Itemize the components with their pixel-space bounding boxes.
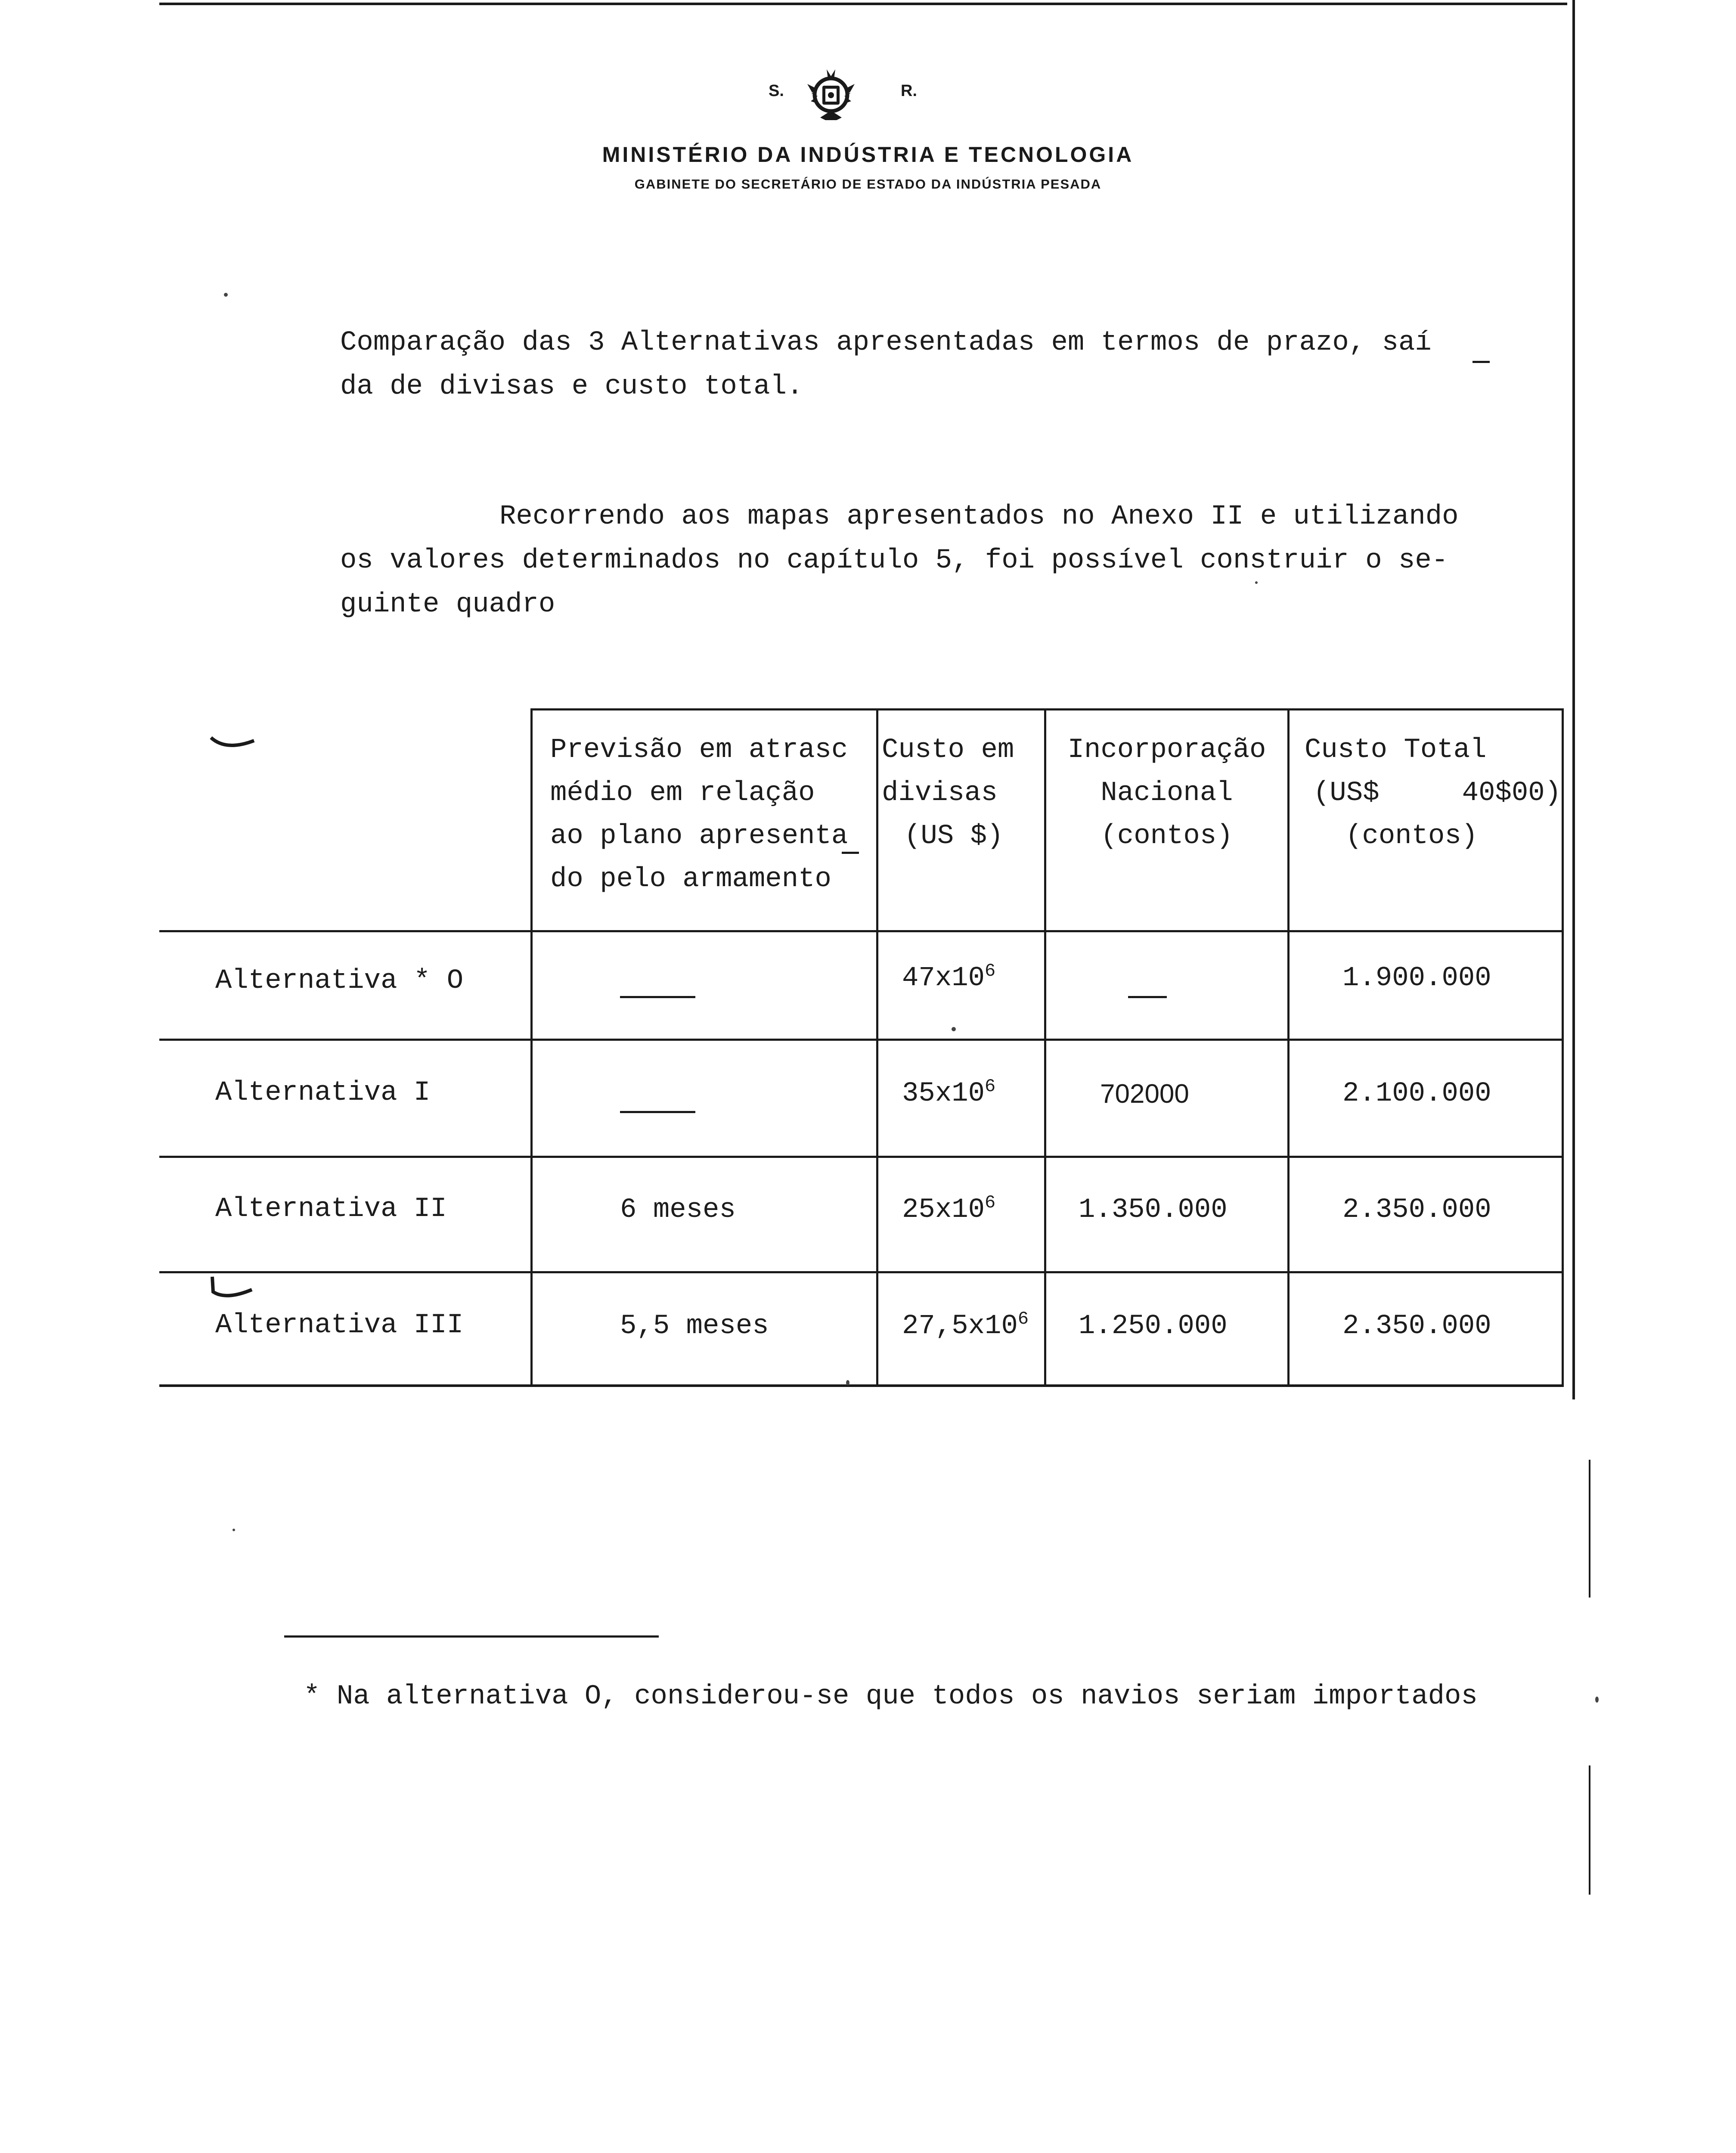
scan-speck xyxy=(952,1027,956,1031)
intro-underline-mark xyxy=(1472,361,1490,363)
row-delay: 5,5 meses xyxy=(620,1311,769,1342)
header-national-line-1: Incorporação xyxy=(1067,735,1266,766)
header-total-line-3: (contos) xyxy=(1345,821,1478,852)
coat-of-arms-icon xyxy=(803,67,859,123)
table-rule xyxy=(159,930,1564,932)
table-col-rule xyxy=(1287,708,1290,1387)
row-delay-dash xyxy=(620,996,695,998)
table-rule xyxy=(159,1156,1564,1158)
footnote-separator xyxy=(284,1635,659,1638)
row-foreign-cost: $35x10^6$ xyxy=(902,1076,996,1109)
header-foreign-line-3: (US $) xyxy=(904,821,1004,852)
paragraph-line-1: Recorrendo aos mapas apresentados no Anexo II e utilizando xyxy=(499,501,1459,532)
check-mark-icon xyxy=(209,734,256,756)
header-delay-line-3: ao plano apresenta xyxy=(550,821,848,852)
row-label: Alternativa I xyxy=(215,1077,431,1108)
check-mark-icon xyxy=(209,1275,256,1305)
header-foreign-line-2: divisas xyxy=(882,778,998,809)
row-total: 2.350.000 xyxy=(1342,1311,1491,1342)
header-total-line-1: Custo Total xyxy=(1305,735,1487,766)
row-national: 702000 xyxy=(1100,1079,1189,1109)
row-foreign-cost: $47x10^6$ xyxy=(902,961,996,994)
page-right-edge-lower xyxy=(1589,1460,1590,1598)
page-right-edge-lower2 xyxy=(1589,1765,1590,1895)
row-national: 1.350.000 xyxy=(1079,1194,1228,1225)
paragraph-line-2: os valores determinados no capítulo 5, foi possível construir o se- xyxy=(340,545,1448,576)
row-foreign-cost: $27,5x10^6$ xyxy=(902,1309,1029,1342)
row-national-dash xyxy=(1128,996,1167,998)
table-col-rule xyxy=(1562,708,1564,1387)
table-rule xyxy=(159,1271,1564,1273)
row-label: Alternativa II xyxy=(215,1194,447,1225)
scan-speck xyxy=(232,1529,235,1531)
paragraph-line-3: guinte quadro xyxy=(340,589,555,620)
page-right-edge xyxy=(1572,0,1575,1399)
header-national-line-2: Nacional xyxy=(1100,778,1233,809)
header-delay-line-1: Previsão em atrasc xyxy=(550,735,848,766)
scan-speck xyxy=(224,293,228,297)
row-delay-dash xyxy=(620,1111,695,1113)
intro-line-1: Comparação das 3 Alternativas apresentadas em termos de prazo, saí xyxy=(340,327,1432,358)
page-top-rule xyxy=(159,3,1567,5)
header-delay-line-2: médio em relação xyxy=(550,778,815,809)
scan-speck xyxy=(846,1380,849,1385)
row-delay: 6 meses xyxy=(620,1194,736,1225)
ministry-title: MINISTÉRIO DA INDÚSTRIA E TECNOLOGIA xyxy=(602,143,1134,167)
header-delay-underline-mark xyxy=(842,852,859,854)
row-total: 2.100.000 xyxy=(1342,1078,1491,1109)
table-bottom-rule xyxy=(159,1384,1564,1387)
header-foreign-line-1: Custo em xyxy=(882,735,1014,766)
letterhead-right-initial: R. xyxy=(901,82,917,100)
office-subtitle: GABINETE DO SECRETÁRIO DE ESTADO DA INDÚSTRIA PESADA xyxy=(634,177,1102,192)
intro-line-2: da de divisas e custo total. xyxy=(340,371,803,402)
table-col-rule xyxy=(530,708,533,1387)
row-total: 2.350.000 xyxy=(1342,1194,1491,1225)
footnote-text: * Na alternativa O, considerou-se que todos os navios seriam importados xyxy=(304,1681,1478,1712)
row-national: 1.250.000 xyxy=(1079,1311,1228,1342)
row-total: 1.900.000 xyxy=(1342,963,1491,994)
row-label: Alternativa III xyxy=(215,1310,464,1341)
row-foreign-cost: $25x10^6$ xyxy=(902,1192,996,1225)
table-header-top-rule xyxy=(530,708,1564,710)
header-national-line-3: (contos) xyxy=(1100,821,1233,852)
row-label: Alternativa * O xyxy=(215,965,464,996)
letterhead-left-initial: S. xyxy=(769,82,784,100)
scan-speck xyxy=(1255,581,1258,584)
table-col-rule xyxy=(876,708,878,1387)
scan-speck xyxy=(1595,1697,1599,1703)
header-total-line-2: (US$ 40$00) xyxy=(1313,778,1562,809)
table-rule xyxy=(159,1039,1564,1041)
header-delay-line-4: do pelo armamento xyxy=(550,864,831,895)
